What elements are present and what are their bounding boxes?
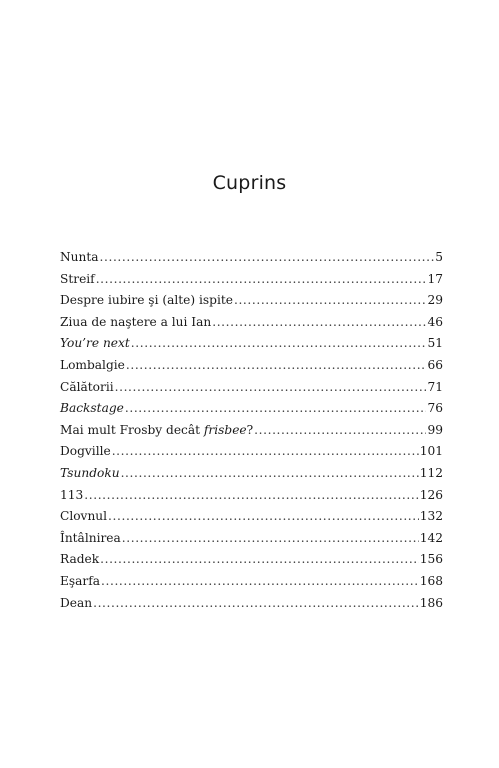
toc-page-number: 29: [427, 293, 443, 308]
toc-entry-title: Întâlnirea: [60, 530, 121, 545]
toc-entry: [60, 485, 443, 507]
toc-entry: [60, 333, 443, 355]
toc-entry-title: Lombalgie: [60, 357, 125, 372]
toc-page-number: 5: [435, 250, 443, 264]
toc-leader-dots: [115, 377, 427, 399]
toc-leader-dots: [122, 528, 419, 550]
toc-leader-dots: [112, 441, 419, 463]
toc-entry-title: Ziua de naştere a lui Ian: [60, 314, 212, 329]
toc-entry: [60, 571, 443, 593]
toc-entry-title: Clovnul: [60, 509, 108, 524]
toc-leader-dots: [212, 312, 426, 334]
toc-page-number: 76: [427, 401, 443, 416]
toc-entry-title: Mai mult Frosby decât frisbee?: [60, 422, 254, 437]
toc-entry-title: You’re next: [60, 336, 130, 351]
toc-page-number: 112: [419, 465, 443, 480]
toc-leader-dots: [101, 571, 419, 593]
toc-entry-title: Tsundoku: [60, 465, 120, 480]
toc-entry: [60, 247, 443, 269]
toc-entry: [60, 269, 443, 291]
toc-leader-dots: [121, 463, 419, 485]
toc-entry: [60, 312, 443, 334]
toc-leader-dots: [100, 247, 435, 269]
toc-entry: [60, 441, 443, 463]
toc-entry-title: Radek: [60, 552, 100, 567]
toc-page-number: 101: [419, 444, 443, 459]
toc-entry: [60, 377, 443, 399]
toc-page-number: 186: [419, 595, 443, 610]
toc-leader-dots: [125, 398, 427, 420]
toc-page-number: 51: [427, 336, 443, 351]
toc-entry-title: Backstage: [60, 401, 124, 416]
toc-entry: [60, 463, 443, 485]
toc-entry-title: 113: [60, 487, 84, 502]
toc-entry-title: Călătorii: [60, 379, 114, 394]
toc-page-number: 142: [419, 530, 443, 545]
toc-entry-title: Dean: [60, 595, 93, 610]
toc-leader-dots: [93, 593, 419, 615]
toc-page-number: 132: [419, 509, 443, 524]
toc-entry: [60, 398, 443, 420]
toc-entry-title: Nunta: [60, 250, 99, 264]
toc-entry: [60, 355, 443, 377]
toc-entry-title: Despre iubire şi (alte) ispite: [60, 293, 233, 308]
toc-leader-dots: [126, 355, 427, 377]
toc-entry: [60, 506, 443, 528]
toc-entry: [60, 593, 443, 615]
toc-leader-dots: [84, 485, 418, 507]
toc-page-number: 17: [427, 271, 443, 286]
toc-leader-dots: [100, 549, 419, 571]
toc-page-number: 126: [419, 487, 443, 502]
toc-entry-title: Streif: [60, 271, 95, 286]
toc-leader-dots: [96, 269, 427, 291]
toc-entry: [60, 549, 443, 571]
toc-page-number: 66: [427, 357, 443, 372]
toc-page-number: 71: [427, 379, 443, 394]
toc-page-number: 168: [419, 573, 443, 588]
toc-leader-dots: [254, 420, 426, 442]
toc-leader-dots: [234, 290, 427, 312]
toc-leader-dots: [108, 506, 419, 528]
toc-leader-dots: [131, 333, 427, 355]
toc-entry: [60, 528, 443, 550]
toc-entry: [60, 420, 443, 442]
toc-entry-title: Dogville: [60, 444, 111, 459]
toc-page-number: 46: [427, 314, 443, 329]
toc-page-number: 99: [427, 422, 443, 437]
toc-entry-title: Eşarfa: [60, 573, 101, 588]
table-of-contents: [60, 247, 443, 614]
toc-entry: [60, 290, 443, 312]
page-title: Cuprins: [212, 172, 287, 194]
toc-page-number: 156: [419, 552, 443, 567]
